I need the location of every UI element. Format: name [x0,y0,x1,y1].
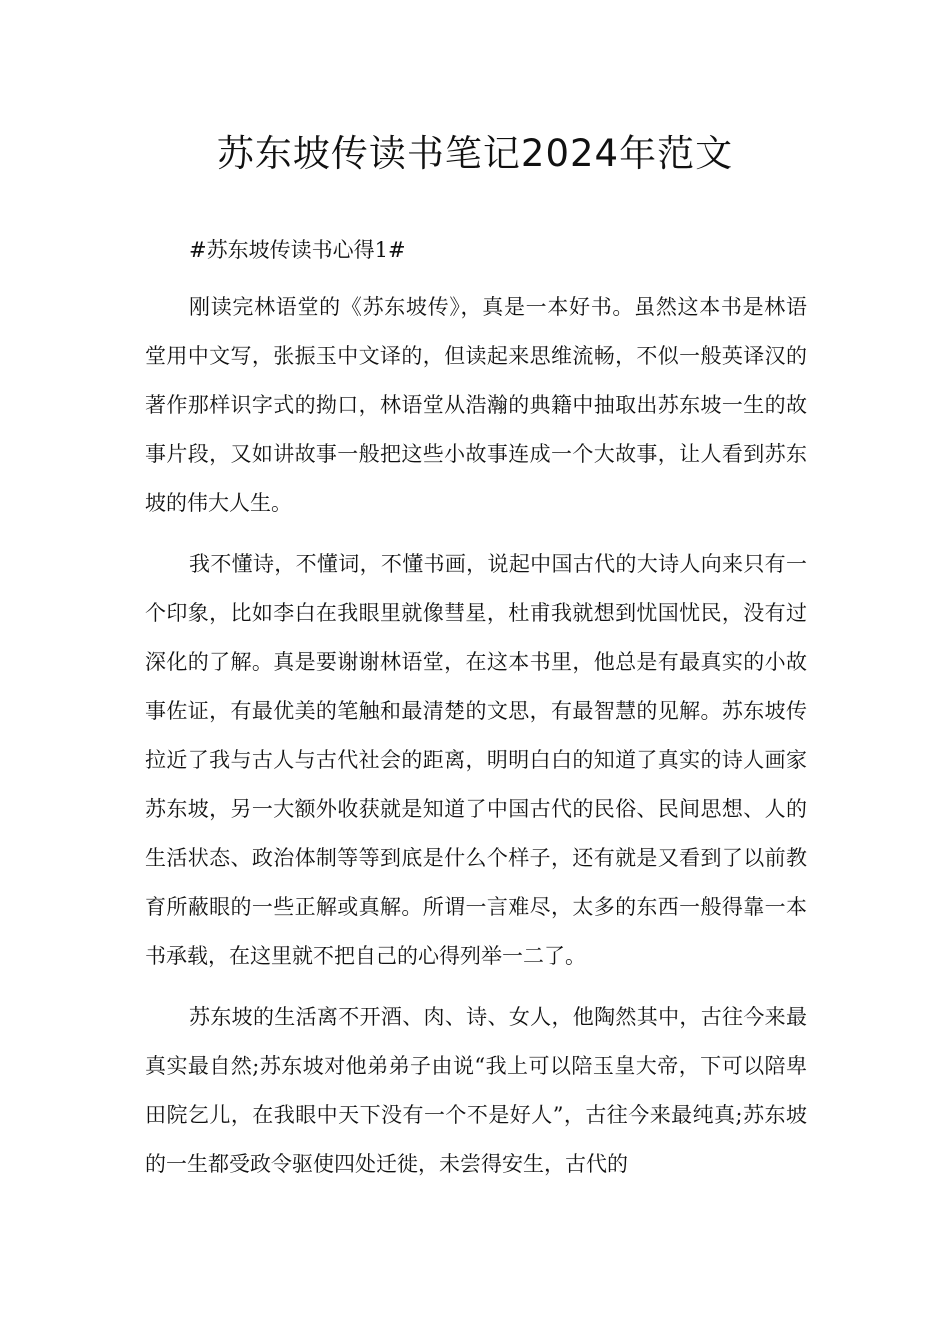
document-title: 苏东坡传读书笔记2024年范文 [216,132,734,175]
paragraph-1: 刚读完林语堂的《苏东坡传》，真是一本好书。虽然这本书是林语堂用中文写，张振玉中文译的，但读起来思维流畅，不似一般英译汉的著作那样识字式的拗口，林语堂从浩瀚的典籍中抽取出苏东坡一生的故事片段，又如讲故事一般把这些小故事连成一个大故事，让人看到苏东坡的伟大人生。 [145,295,807,515]
section-heading: #苏东坡传读书心得1# [189,238,406,262]
document-body [145,232,807,1201]
paragraph-2: 我不懂诗，不懂词，不懂书画，说起中国古代的大诗人向来只有一个印象，比如李白在我眼里就像彗星，杜甫我就想到忧国忧民，没有过深化的了解。真是要谢谢林语堂，在这本书里，他总是有最真实的小故事佐证，有最优美的笔触和最清楚的文思，有最智慧的见解。苏东坡传拉近了我与古人与古代社会的距离，明明白白的知道了真实的诗人画家苏东坡，另一大额外收获就是知道了中国古代的民俗、民间思想、人的生活状态、政治体制等等到底是什么个样子，还有就是又看到了以前教育所蔽眼的一些正解或真解。所谓一言难尽，太多的东西一般得靠一本书承载，在这里就不把自己的心得列举一二了。 [145,552,807,968]
paragraph-3: 苏东坡的生活离不开酒、肉、诗、女人，他陶然其中，古往今来最真实最自然;苏东坡对他弟弟子由说“我上可以陪玉皇大帝，下可以陪卑田院乞儿，在我眼中天下没有一个不是好人”，古往今来最纯真;苏东坡的一生都受政令驱使四处迁徙，未尝得安生，古代的 [145,1005,807,1176]
